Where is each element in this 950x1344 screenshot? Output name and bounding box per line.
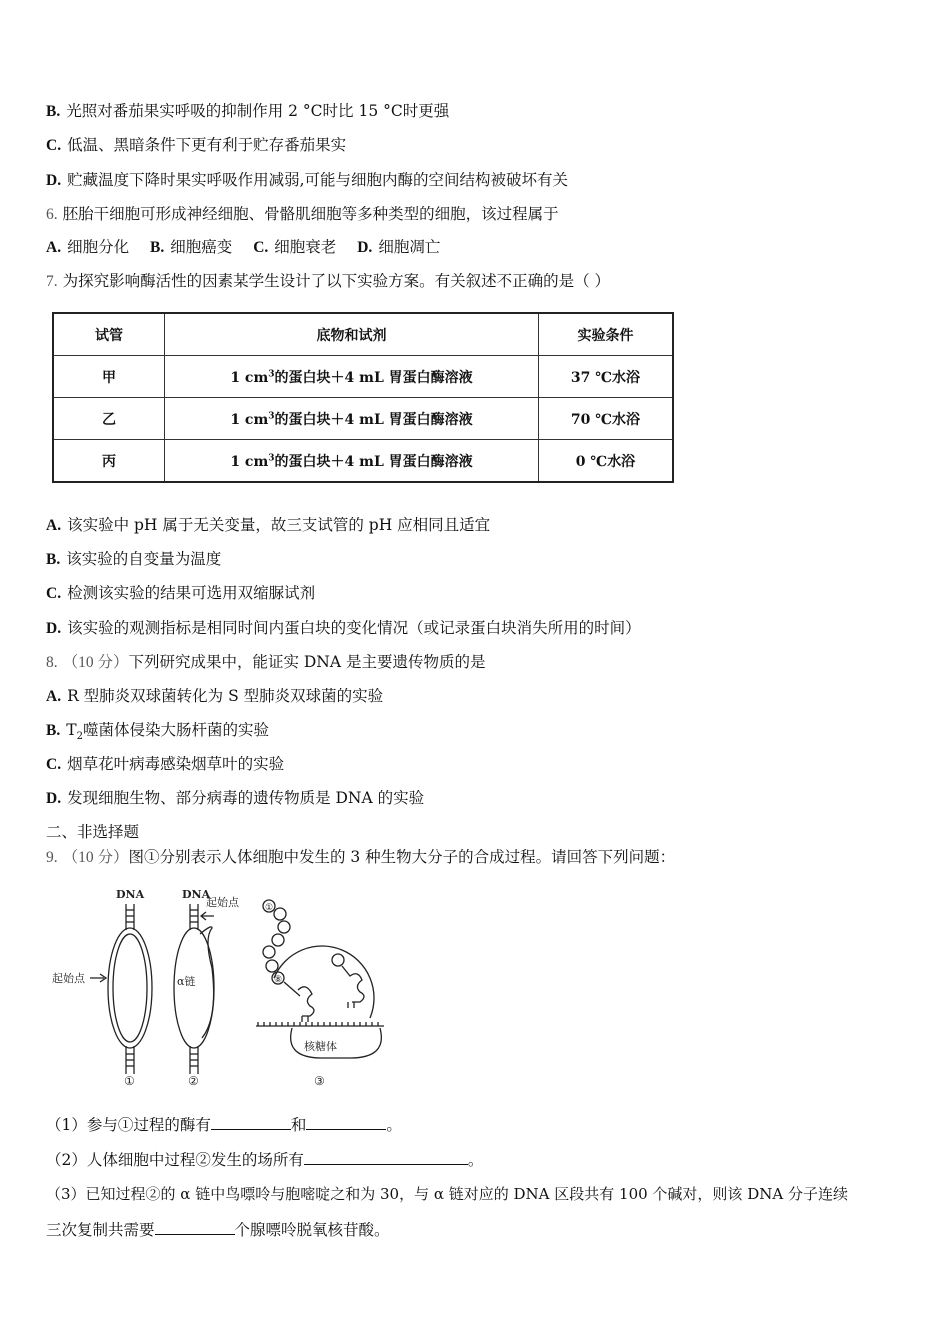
- reagent-cell: [165, 356, 539, 398]
- superscript: 3: [268, 368, 275, 379]
- option-text: 噬菌体侵染大肠杆菌的实验: [82, 721, 269, 739]
- question-number: 6.: [46, 206, 58, 223]
- section-heading: 二、非选择题: [46, 823, 140, 841]
- option-label: A.: [46, 517, 62, 534]
- question-score: （10 分）: [62, 849, 129, 866]
- condition-cell: 37 ℃水浴: [539, 356, 674, 398]
- q5-option-b: [46, 101, 449, 122]
- q8-option-c: [46, 754, 284, 775]
- q7-option-d: [46, 618, 641, 639]
- option-label: D.: [46, 620, 62, 637]
- alpha-chain-label: α链: [177, 975, 196, 988]
- option-label: A.: [46, 688, 62, 705]
- reagent-text: 1 cm: [230, 369, 269, 386]
- dna-ladder-bottom: [190, 1046, 198, 1074]
- question-text: （3）已知过程②的 α 链中鸟嘌呤与胞嘧啶之和为 30，与 α 链对应的 DNA 区段共有 100 个碱对，则该 DNA 分子连续: [46, 1185, 848, 1203]
- tube-cell: 甲: [53, 356, 165, 398]
- question-text: 三次复制共需要: [46, 1221, 155, 1239]
- q8-option-b: [46, 720, 269, 747]
- condition-cell: 70 ℃水浴: [539, 398, 674, 440]
- codon-ticks: [258, 1022, 378, 1026]
- option-label: D.: [357, 239, 373, 256]
- dna-ladder-top: [190, 904, 198, 930]
- option-label: B.: [46, 103, 61, 120]
- question-number: 8.: [46, 654, 58, 671]
- reagent-text: 的蛋白块＋4 mL 胃蛋白酶溶液: [274, 369, 473, 386]
- origin-label: 起始点: [206, 896, 239, 909]
- q9-sub2: [46, 1150, 483, 1170]
- superscript: 3: [268, 452, 275, 463]
- question-number: 7.: [46, 273, 58, 290]
- reagent-text: 的蛋白块＋4 mL 胃蛋白酶溶液: [274, 453, 473, 470]
- option-text: 细胞凋亡: [378, 238, 441, 256]
- option-label: C.: [253, 239, 269, 256]
- q9-stem: [46, 847, 675, 868]
- q8-stem: [46, 652, 486, 673]
- superscript: 3: [268, 410, 275, 421]
- option-text: 该实验的观测指标是相同时间内蛋白块的变化情况（或记录蛋白块消失所用的时间）: [67, 619, 641, 637]
- question-text: 和: [290, 1116, 307, 1134]
- tube-cell: 丙: [53, 440, 165, 483]
- option-label: B.: [150, 239, 165, 256]
- figure-label: ①: [124, 1074, 135, 1088]
- option-text: 细胞衰老: [274, 238, 337, 256]
- reagent-cell: [165, 440, 539, 483]
- option-text: 发现细胞生物、部分病毒的遗传物质是 DNA 的实验: [67, 789, 425, 807]
- amino-acid-free: [332, 954, 344, 966]
- question-text: （2）人体细胞中过程②发生的场所有: [46, 1151, 304, 1169]
- q5-option-c: [46, 135, 346, 156]
- q6-options: [46, 237, 440, 258]
- option-label: B.: [46, 722, 61, 739]
- option-label: D.: [46, 172, 62, 189]
- table-header: 底物和试剂: [165, 313, 539, 356]
- q7-option-b: [46, 549, 221, 570]
- dna-label: DNA: [116, 888, 145, 901]
- reagent-text: 1 cm: [230, 453, 269, 470]
- question-number: 9.: [46, 849, 58, 866]
- table-row: [53, 440, 673, 483]
- amino-acid-label: ⑧: [274, 975, 283, 985]
- option-label: A.: [46, 239, 62, 256]
- q7-option-c: [46, 583, 315, 604]
- table-row: [53, 398, 673, 440]
- figure-label: ②: [188, 1074, 199, 1088]
- question-text: 胚胎干细胞可形成神经细胞、骨骼肌细胞等多种类型的细胞，该过程属于: [62, 205, 559, 223]
- option-text: 烟草花叶病毒感染烟草叶的实验: [67, 755, 285, 773]
- replication-bubble-inner: [113, 934, 147, 1042]
- ribosome-label: 核糖体: [304, 1040, 337, 1053]
- option-text: T: [66, 721, 77, 739]
- option-text: 光照对番茄果实呼吸的抑制作用 2 °C时比 15 °C时更强: [66, 102, 450, 120]
- option-text: 该实验中 pH 属于无关变量，故三支试管的 pH 应相同且适宜: [67, 516, 491, 534]
- question-text: 个腺嘌呤脱氧核苷酸。: [234, 1221, 390, 1239]
- trna-icon: [342, 966, 364, 1008]
- figure-label: ③: [314, 1074, 325, 1088]
- option-text: 该实验的自变量为温度: [66, 550, 222, 568]
- origin-arrow-icon: [201, 912, 214, 920]
- condition-cell: 0 ℃水浴: [539, 440, 674, 483]
- dna-label: DNA: [182, 888, 211, 901]
- reagent-text: 1 cm: [230, 411, 269, 428]
- replication-bubble: [108, 928, 152, 1048]
- option-label: C.: [46, 137, 62, 154]
- q9-sub3: [46, 1184, 848, 1204]
- origin-arrow-icon: [90, 974, 106, 982]
- answer-blank[interactable]: [211, 1115, 291, 1130]
- reagent-cell: [165, 398, 539, 440]
- tube-cell: 乙: [53, 398, 165, 440]
- question-text: 下列研究成果中，能证实 DNA 是主要遗传物质的是: [128, 653, 486, 671]
- origin-label: 起始点: [52, 972, 85, 985]
- trna-icon: [284, 982, 314, 1022]
- option-text: 低温、黑暗条件下更有利于贮存番茄果实: [67, 136, 347, 154]
- q5-option-d: [46, 170, 568, 191]
- option-label: B.: [46, 551, 61, 568]
- option-text: 细胞癌变: [170, 238, 233, 256]
- option-text: 检测该实验的结果可选用双缩脲试剂: [67, 584, 316, 602]
- option-text: 贮藏温度下降时果实呼吸作用减弱,可能与细胞内酶的空间结构被破坏有关: [67, 171, 569, 189]
- q8-option-a: [46, 686, 383, 707]
- dna-ladder-top: [126, 904, 134, 930]
- question-text: （1）参与①过程的酶有: [46, 1116, 211, 1134]
- table-header: 试管: [53, 313, 165, 356]
- q6-stem: [46, 204, 559, 225]
- option-label: C.: [46, 585, 62, 602]
- q9-sub3-cont: [46, 1220, 390, 1240]
- q7-stem: [46, 271, 610, 292]
- option-text: R 型肺炎双球菌转化为 S 型肺炎双球菌的实验: [67, 687, 384, 705]
- table-header-row: [53, 313, 673, 356]
- question-text: 为探究影响酶活性的因素某学生设计了以下实验方案。有关叙述不正确的是（ ）: [62, 272, 610, 290]
- question-text: 。: [467, 1151, 484, 1169]
- experiment-table: [52, 312, 674, 483]
- subscript: 2: [76, 731, 83, 743]
- option-label: C.: [46, 756, 62, 773]
- q8-option-d: [46, 788, 424, 809]
- option-label: D.: [46, 790, 62, 807]
- amino-acid-label: ①: [265, 903, 274, 913]
- question-score: （10 分）: [62, 654, 129, 671]
- question-text: 。: [386, 1116, 402, 1134]
- synthesis-process-figure: [46, 878, 386, 1088]
- dna-ladder-bottom: [126, 1046, 134, 1074]
- q7-option-a: [46, 515, 490, 536]
- answer-blank[interactable]: [306, 1115, 386, 1130]
- q9-sub1: [46, 1115, 402, 1135]
- table-row: [53, 356, 673, 398]
- answer-blank[interactable]: [304, 1150, 468, 1165]
- answer-blank[interactable]: [155, 1220, 235, 1235]
- table-header: 实验条件: [539, 313, 674, 356]
- reagent-text: 的蛋白块＋4 mL 胃蛋白酶溶液: [274, 411, 473, 428]
- question-text: 图①分别表示人体细胞中发生的 3 种生物大分子的合成过程。请回答下列问题：: [128, 848, 676, 866]
- option-text: 细胞分化: [67, 238, 130, 256]
